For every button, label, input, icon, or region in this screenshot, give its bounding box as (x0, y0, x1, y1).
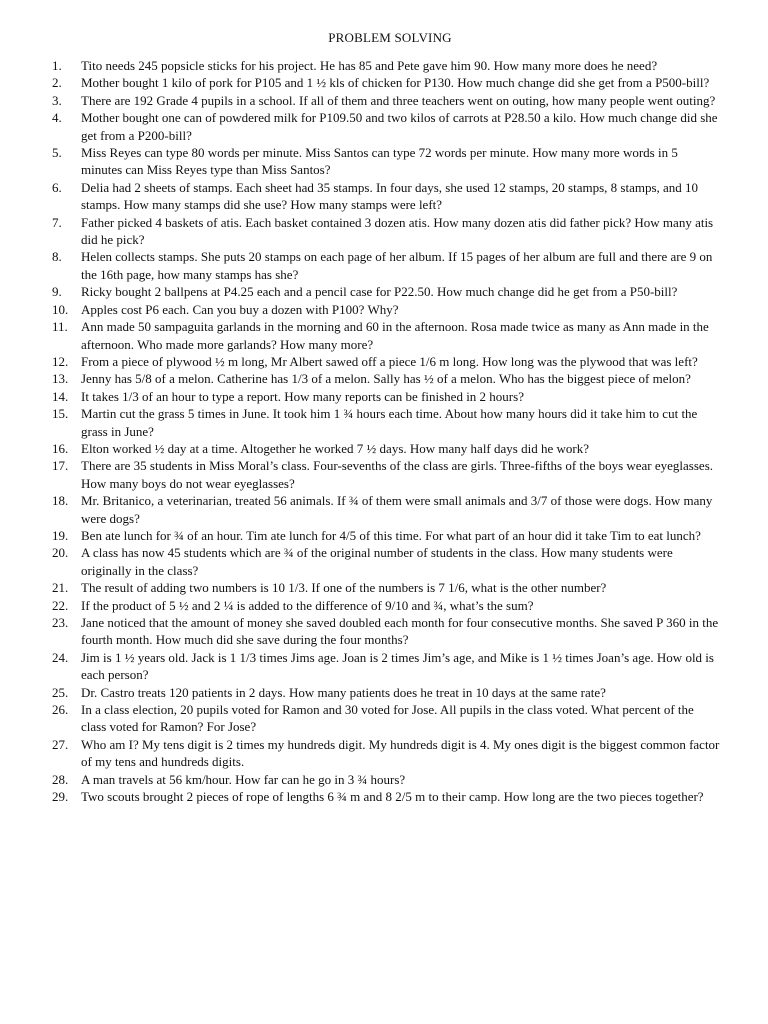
problem-number: 27. (52, 736, 69, 752)
list-item (52, 109, 722, 144)
list-item (52, 144, 722, 179)
list-item (52, 301, 722, 318)
problem-text: Ricky bought 2 ballpens at P4.25 each and a pencil case for P22.50. How much change did he get from a P50-bill? (81, 284, 678, 300)
problem-number: 9. (52, 284, 62, 300)
list-item (52, 771, 722, 788)
problem-text: Jenny has 5/8 of a melon. Catherine has 1/3 of a melon. Sally has ½ of a melon. Who has the biggest piece of melon? (81, 371, 691, 387)
list-item (52, 248, 722, 283)
problem-number: 29. (52, 789, 69, 805)
problem-text: Miss Reyes can type 80 words per minute. Miss Santos can type 72 words per minute. How many more words in 5 minutes can Miss Reyes type than Miss Santos? (81, 145, 678, 178)
problem-number: 20. (52, 545, 69, 561)
problem-number: 5. (52, 145, 62, 161)
problem-number: 12. (52, 353, 69, 369)
problem-number: 10. (52, 301, 69, 317)
problem-number: 6. (52, 179, 62, 195)
list-item (52, 92, 722, 109)
problem-text: Jane noticed that the amount of money she saved doubled each month for four consecutive months. She saved P 360 in the fourth month. How much did she save during the four months? (81, 615, 719, 648)
problem-number: 15. (52, 406, 69, 422)
list-item (52, 597, 722, 614)
problem-number: 14. (52, 388, 69, 404)
list-item (52, 649, 722, 684)
list-item (52, 57, 722, 74)
problem-text: Delia had 2 sheets of stamps. Each sheet had 35 stamps. In four days, she used 12 stamps, 20 stamps, 8 stamps, and 10 stamps. How many stamps did she use? How many stamps were left? (81, 179, 699, 213)
list-item (52, 388, 722, 405)
problem-text: The result of adding two numbers is 10 1/3. If one of the numbers is 7 1/6, what is the other number? (81, 580, 607, 596)
problem-number: 11. (52, 319, 68, 335)
problem-text: A class has now 45 students which are ¾ of the original number of students in the class. How many students were originally in the class? (81, 545, 673, 578)
list-item (52, 440, 722, 457)
problem-number: 1. (52, 58, 62, 73)
list-item (52, 701, 722, 736)
problem-text: Dr. Castro treats 120 patients in 2 days. How many patients does he treat in 10 days at the same rate? (81, 684, 606, 700)
problem-text: Tito needs 245 popsicle sticks for his project. He has 85 and Pete gave him 90. How many more does he need? (81, 58, 658, 73)
problem-number: 18. (52, 493, 69, 509)
problem-number: 3. (52, 92, 62, 108)
list-item (52, 283, 722, 300)
problem-text: In a class election, 20 pupils voted for Ramon and 30 voted for Jose. All pupils in the class voted. What percent of the class voted for Ramon? For Jose? (81, 702, 694, 735)
list-item (52, 370, 722, 387)
problem-text: Who am I? My tens digit is 2 times my hundreds digit. My hundreds digit is 4. My ones digit is the biggest common factor of my tens and hundreds digits. (81, 736, 720, 770)
list-item (52, 457, 722, 492)
problem-text: Mother bought 1 kilo of pork for P105 and 1 ½ kls of chicken for P130. How much change did she get from a P500-bill? (81, 75, 710, 91)
problem-text: Father picked 4 baskets of atis. Each basket contained 3 dozen atis. How many dozen atis did father pick? How many atis did he pick? (81, 214, 714, 248)
problem-text: If the product of 5 ½ and 2 ¼ is added to the difference of 9/10 and ¾, what’s the sum? (81, 597, 534, 613)
problem-number: 17. (52, 458, 69, 474)
page-title: PROBLEM SOLVING (328, 30, 452, 45)
problem-number: 7. (52, 214, 62, 230)
list-item (52, 318, 722, 353)
problem-number: 19. (52, 527, 69, 543)
list-item (52, 405, 722, 440)
problem-list (52, 57, 722, 805)
list-item (52, 492, 722, 527)
problem-text: A man travels at 56 km/hour. How far can he go in 3 ¾ hours? (81, 771, 406, 787)
problem-number: 4. (52, 110, 62, 126)
problem-number: 24. (52, 649, 69, 665)
problem-text: There are 192 Grade 4 pupils in a school. If all of them and three teachers went on outing, how many people went outing? (81, 92, 716, 108)
problem-number: 22. (52, 597, 69, 613)
problem-text: Mr. Britanico, a veterinarian, treated 56 animals. If ¾ of them were small animals and 3/7 of those were dogs. How many were dogs? (81, 493, 713, 526)
list-item (52, 214, 722, 249)
list-item (52, 527, 722, 544)
list-item (52, 736, 722, 771)
problem-text: Mother bought one can of powdered milk for P109.50 and two kilos of carrots at P28.50 a kilo. How much change did she get from a P200-bill? (81, 110, 718, 143)
problem-number: 26. (52, 702, 69, 718)
problem-text: Two scouts brought 2 pieces of rope of lengths 6 ¾ m and 8 2/5 m to their camp. How long are the two pieces together? (81, 789, 704, 805)
problem-number: 21. (52, 580, 69, 596)
problem-text: Elton worked ½ day at a time. Altogether he worked 7 ½ days. How many half days did he work? (81, 440, 589, 456)
list-item (52, 788, 722, 805)
problem-number: 23. (52, 615, 69, 630)
problem-number: 16. (52, 440, 69, 456)
list-item (52, 179, 722, 214)
list-item (52, 544, 722, 579)
problem-text: Martin cut the grass 5 times in June. It took him 1 ¾ hours each time. About how many hours did it take him to cut the grass in June? (81, 406, 698, 439)
problem-text: Jim is 1 ½ years old. Jack is 1 1/3 times Jims age. Joan is 2 times Jim’s age, and Mike is 1 ½ times Joan’s age. How old is each person? (81, 649, 714, 683)
list-item (52, 579, 722, 596)
problem-text: Apples cost P6 each. Can you buy a dozen with P100? Why? (81, 301, 399, 317)
problem-text: It takes 1/3 of an hour to type a report. How many reports can be finished in 2 hours? (81, 388, 524, 404)
list-item (52, 74, 722, 91)
problem-text: Ben ate lunch for ¾ of an hour. Tim ate lunch for 4/5 of this time. For what part of an hour did it take Tim to eat lunch? (81, 527, 701, 543)
problem-number: 25. (52, 684, 69, 700)
problem-text: There are 35 students in Miss Moral’s class. Four-sevenths of the class are girls. Three-fifths of the boys wear eyeglasses. How many boys do not wear eyeglasses? (81, 458, 714, 491)
problem-number: 28. (52, 771, 69, 787)
problem-text: Ann made 50 sampaguita garlands in the morning and 60 in the afternoon. Rosa made twice as many as Ann made in the afternoon. Who made more garlands? How many more? (81, 319, 709, 352)
problem-number: 13. (52, 371, 69, 387)
list-item (52, 614, 722, 649)
problem-text: From a piece of plywood ½ m long, Mr Albert sawed off a piece 1/6 m long. How long was the plywood that was left? (81, 353, 698, 369)
problem-text: Helen collects stamps. She puts 20 stamps on each page of her album. If 15 pages of her album are full and there are 9 on the 16th page, how many stamps has she? (81, 249, 713, 282)
problem-number: 8. (52, 249, 62, 265)
list-item (52, 684, 722, 701)
list-item (52, 353, 722, 370)
problem-number: 2. (52, 75, 62, 91)
